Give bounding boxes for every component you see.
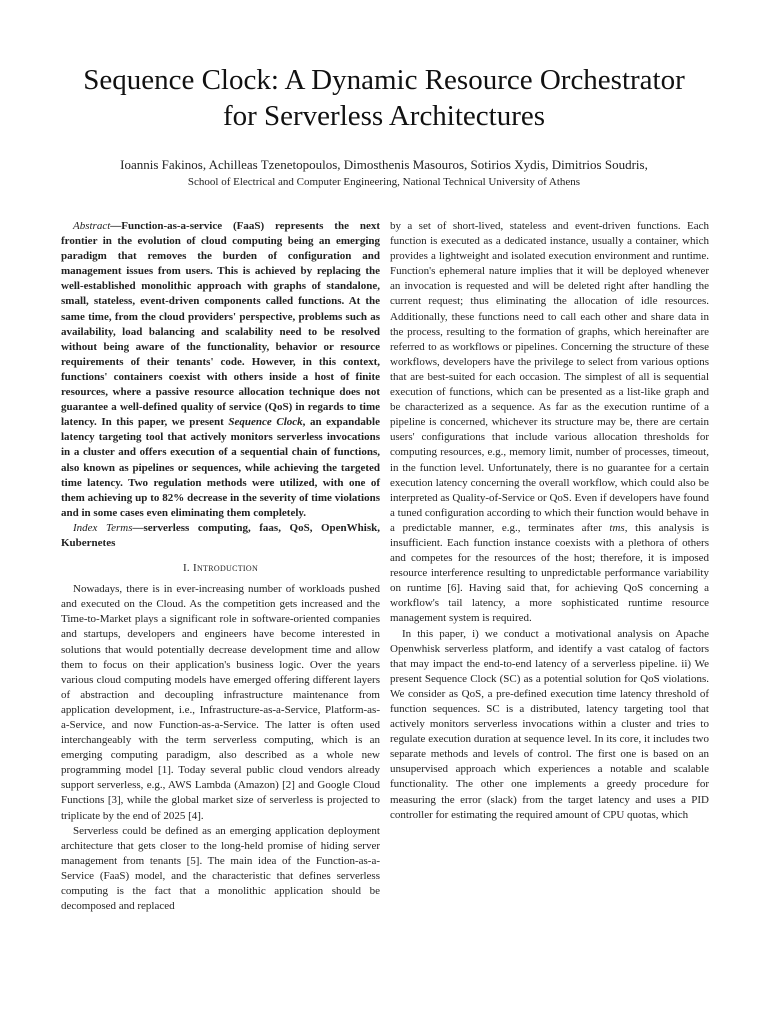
author-list: Ioannis Fakinos, Achilleas Tzenetopoulos, Dimosthenis Masouros, Sotirios Xydis, Dimitrios Soudris, — [120, 157, 648, 172]
intro-paragraph-1: Nowadays, there is in ever-increasing number of workloads pushed and executed on the Cloud. As the competition gets increased and the Time-to-Market plays a significant role in software-oriented companies and startups, developers and engineers have become interested in solutions that would potentially decrease development time and allow them to focus on their application's business logic. Over the years various cloud computing models have emerged offering different layers of abstraction and decoupling infrastructure maintenance from application development, i.e., Infrastructure-as-a-Service, Platform-as-a-Service, and now Function-as-a-Service. The latter is often used interchangeably with the term serverless computing, which is an emerging computing paradigm, also described as a whole new programming model [1]. Today several public cloud vendors already support serverless, e.g., AWS Lambda (Amazon) [2] and Google Cloud Functions [3], while the global market size of serverless is projected to triplicate by the end of 2025 [4]. — [61, 583, 380, 822]
abstract-text-1: —Function-as-a-service (FaaS) represents the next frontier in the evolution of cloud computing being an emerging paradigm that removes the burden of configuration and management issues from users. This is achieved by replacing the well-established monolithic approach with graphs of standalone, small, stateless, event-driven components called functions. At the same time, from the cloud providers' perspective, problems such as availability, load balancing and scalability need to be resolved without being aware of the functionality, behavior or resource requirements of their tenants' code. However, in this context, functions' containers coexist with others inside a host of finite resources, where a passive resource allocation technique does not guarantee a well-defined quality of service (QoS) in regards to time latency. In this paper, we present — [61, 220, 380, 429]
intro-paragraph-2: Serverless could be defined as an emerging application deployment architecture that gets closer to the long-held promise of hiding server management from tenants [5]. The main idea of the Function-as-a-Service (FaaS) model, and the characteristic that defines serverless computing is the fact that a monolithic application should be decomposed and replaced — [61, 824, 380, 913]
math-tms: tms — [609, 521, 625, 534]
right-column — [390, 219, 709, 823]
title-line-2: for Serverless Architectures — [222, 100, 546, 132]
abstract-text-2: , an expandable latency targeting tool that actively monitors serverless invocations in a cluster and offers execution of a sequential chain of functions, also known as pipelines or sequences, while achieving the targeted time latency. Two regulation methods were utilized, with one of them achieving up to 82% decrease in the severity of time violations and in some cases even eliminating them completely. — [61, 416, 380, 519]
paragraph-3-part-b: , this analysis is insufficient. Each function instance coexists with a plethora of others and competes for the resources of the host; therefore, it is imposed resource interference resulting to unpredictable performance variability on runtime [6]. Having said that, for achieving QoS concerning a workflow's tail latency, a more sophisticated runtime resource management system is required. — [390, 521, 709, 625]
section-title: Introduction — [193, 562, 259, 575]
title-line-1: Sequence Clock: A Dynamic Resource Orchestrator — [83, 64, 685, 96]
index-terms-text: —serverless computing, faas, QoS, OpenWhisk, Kubernetes — [61, 521, 380, 549]
intro-paragraph-4: In this paper, i) we conduct a motivational analysis on Apache Openwhisk serverless platform, and identify a vast catalog of factors that may impact the end-to-end latency of a serverless pipeline. ii) We present Sequence Clock (SC) as a potential solution for QoS violations. We consider as QoS, a pre-defined execution time latency threshold of function sequences. SC is a distributed, latency targeting tool that actively monitors serverless invocations within a cluster and tries to regulate execution duration at sequence level. In its core, it includes two separate methods and levels of control. The first one is based on an unsupervised approach which experiences a notable and scalable functionality. The other one implements a greedy procedure for measuring the error (slack) from the target latency and uses a PID controller for estimating the required amount of CPU quotas, which — [390, 627, 709, 821]
affiliation: School of Electrical and Computer Engineering, National Technical University of Athens — [187, 176, 581, 188]
abstract-label: Abstract — [73, 220, 111, 232]
abstract — [61, 219, 380, 521]
abstract-emphasis: Sequence Clock — [228, 416, 303, 429]
section-heading — [61, 561, 380, 576]
index-terms — [61, 521, 380, 551]
index-terms-label: Index Terms — [73, 521, 133, 534]
left-column — [61, 219, 380, 914]
section-number: I. — [182, 562, 190, 575]
paper-title — [0, 62, 768, 134]
intro-paragraph-3 — [390, 219, 709, 627]
paragraph-3-part-a: by a set of short-lived, stateless and event-driven functions. Each function is executed as a dedicated instance, usually a container, which provides a lightweight and isolated execution environment and runtime. Function's ephemeral nature implies that it will be deployed whenever an invocation is requested and will be deleted right after handling the current request; thus eliminating the allocation of idle resources. Additionally, these functions need to call each other and share data in the process, resulting to the formation of graphs, which hereinafter are referred to as workflows or pipelines. Concerning the structure of these workflows, developers have the privilege to select from various options that are best-suited for each occasion. The simplest of all is sequential execution of functions, which can be presented as a list-like graph and be characterized as a sequence. As far as the execution runtime of a pipeline is concerned, whichever its structure may be, there are certain users' configurations that include various allocation thresholds for computing resources, e.g., memory limit, number of processes, timeout, in the function level. Unfortunately, there is no guarantee for a certain execution latency concerning the overall workflow, which could also be interpreted as Quality-of-Service or QoS. Even if developers have found a tuned configuration according to which their function would behave in a predictable manner, e.g., terminates after — [390, 220, 709, 534]
